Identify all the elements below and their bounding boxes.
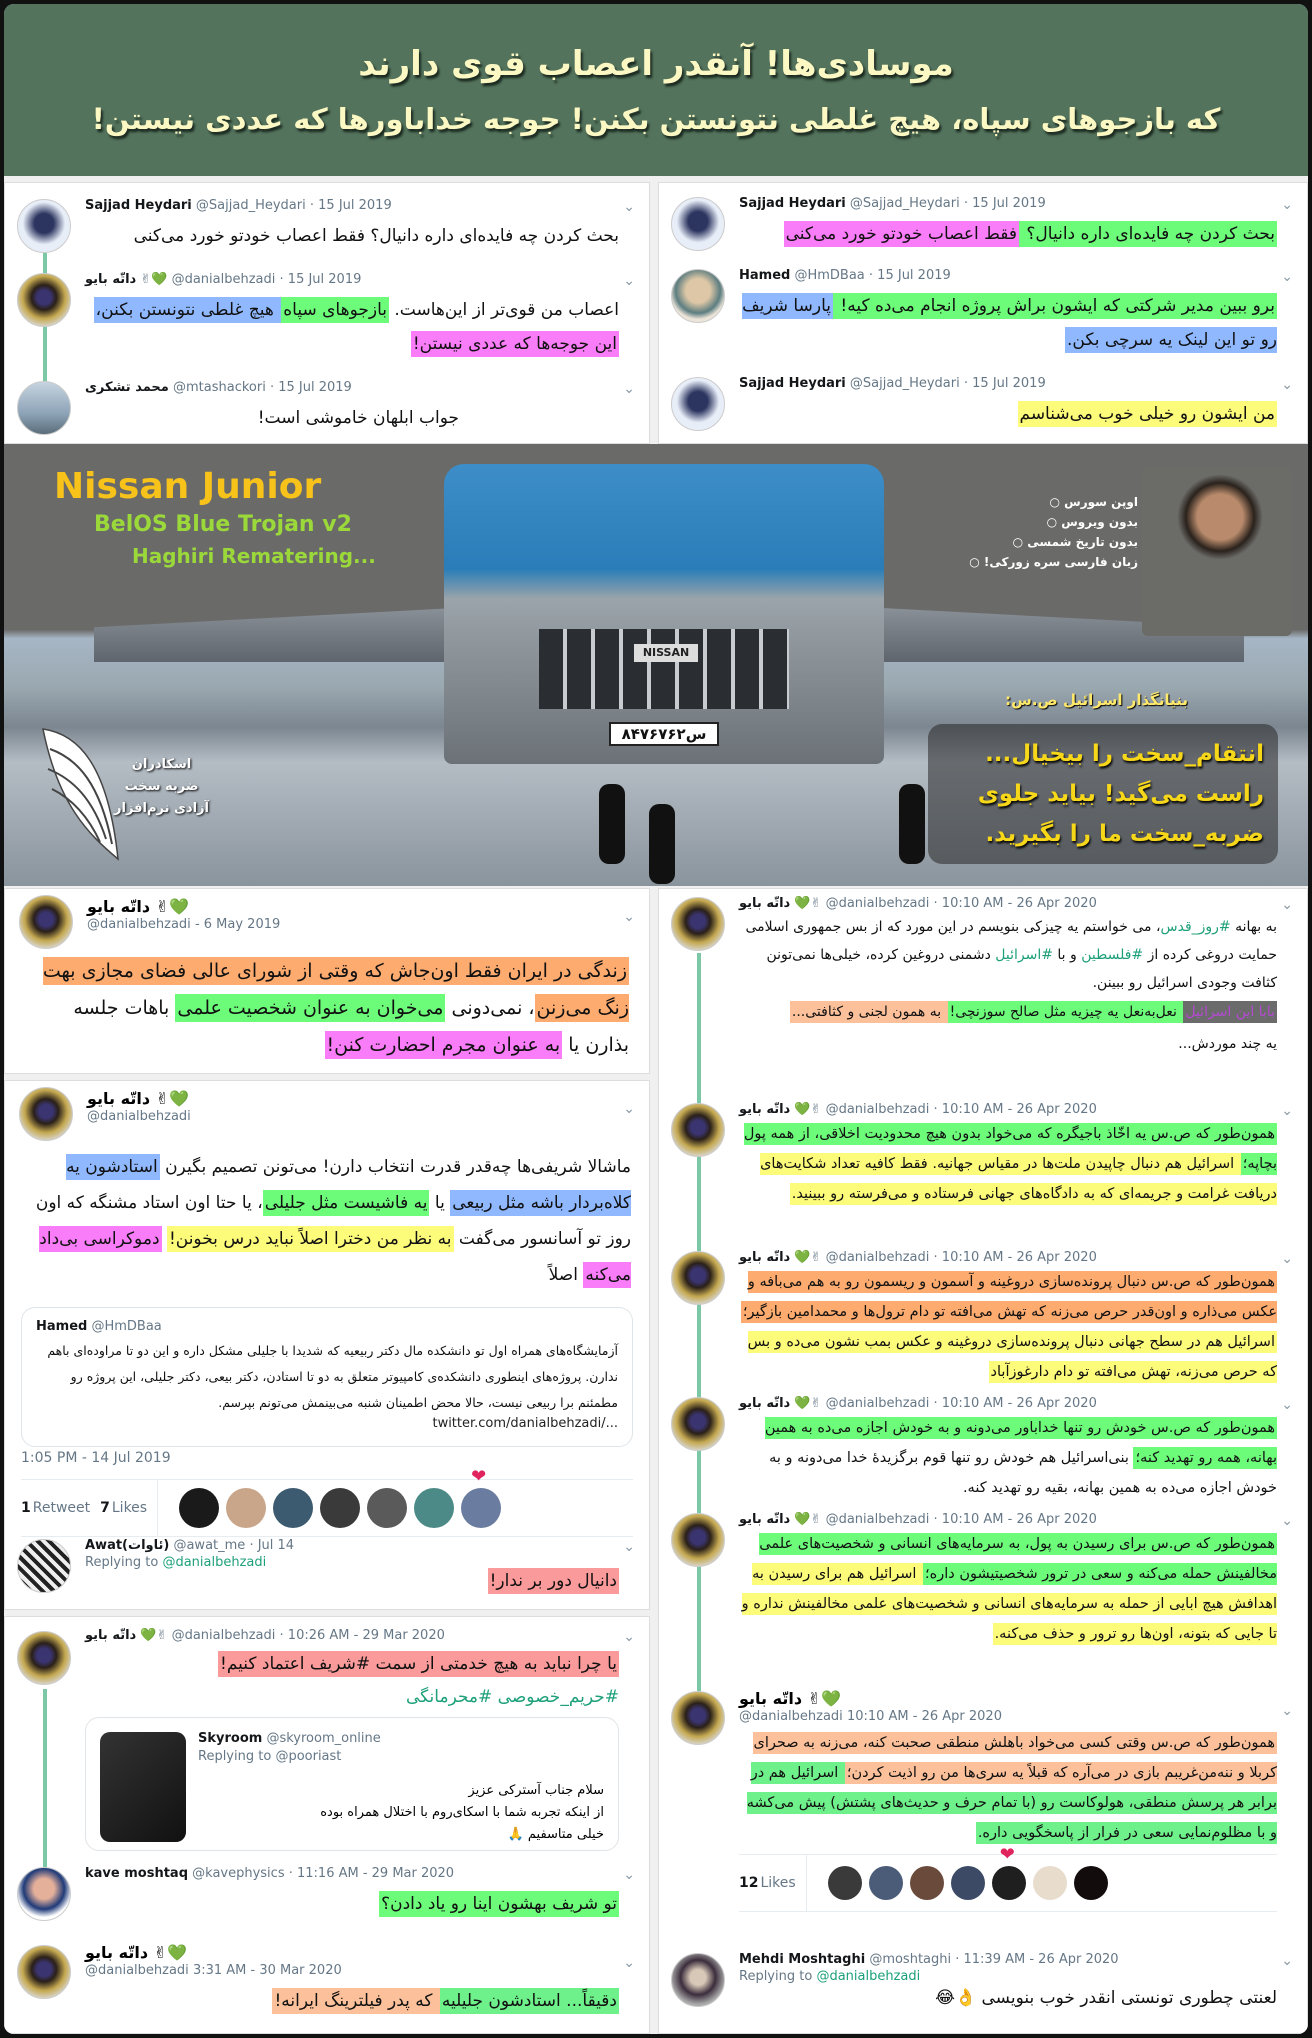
author-name[interactable]: داتّه بایو	[739, 1250, 791, 1265]
avatar[interactable]	[671, 1397, 725, 1451]
tweet-card-main[interactable]	[4, 1080, 650, 1610]
author-handle[interactable]: @danialbehzadi	[87, 1109, 191, 1124]
author-name[interactable]: داتّه بایو	[739, 1102, 791, 1117]
feature-item: بدون تاریخ شمسی ○	[1012, 535, 1138, 549]
emoji-badge: 💚✌	[794, 1102, 822, 1117]
highlight-yellow: به نظر من دخترا اصلاً نباید درس بخونن!	[167, 1226, 454, 1252]
engagement-row	[21, 1466, 633, 1537]
chevron-down-icon[interactable]: ⌄	[1281, 269, 1293, 285]
hashtags[interactable]: #حریم_خصوصی #محرمانگی	[406, 1687, 619, 1707]
tweet-date: · 11:16 AM - 29 Mar 2020	[288, 1866, 455, 1881]
engagement-counts[interactable]: 1 Retweet 7 Likes	[21, 1480, 158, 1536]
highlight-green: می‌خوان به عنوان شخصیت علمی	[175, 994, 445, 1022]
tweet-date: · 15 Jul 2019	[279, 272, 362, 287]
tweet-body: به بهانه #روز_قدس، می خواستم یه چیزکی بنویسم در این مورد که از بس جمهوری اسلامی حمایت دروغی کرده از #فلسطین و با #اسرائیل دشمنی دروغین کرده، خیلی‌ها نمی‌تونن کثافت وجودی اسرائیل رو ببینن.	[745, 919, 1277, 991]
tweet-body	[739, 1119, 1277, 1209]
heart-icon: ❤	[471, 1466, 487, 1487]
chevron-down-icon[interactable]: ⌄	[623, 1101, 635, 1117]
liker-avatar[interactable]	[461, 1466, 501, 1528]
tweet-body	[739, 1267, 1277, 1387]
chevron-down-icon[interactable]: ⌄	[623, 909, 635, 925]
heart-icon: ❤	[999, 1844, 1015, 1865]
highlight-gray: بابا این اسرائیل	[1183, 1001, 1277, 1023]
avatar[interactable]	[17, 273, 71, 327]
avatar[interactable]	[17, 381, 71, 435]
tweet-date: · Jul 14	[249, 1538, 295, 1553]
avatar[interactable]	[17, 1539, 71, 1593]
tweet-header	[85, 1943, 619, 1962]
quoted-image[interactable]	[100, 1732, 186, 1842]
tweet-body	[739, 1529, 1277, 1649]
founder-label: بنیانگذار اسرائیل ص.س:	[1005, 691, 1188, 709]
author-handle[interactable]: @Sajjad_Heydari	[849, 376, 960, 391]
tweet-meta	[85, 197, 619, 215]
chevron-down-icon[interactable]: ⌄	[1281, 1513, 1293, 1529]
slogan-line: انتقام_سخت را بیخیال...	[985, 741, 1264, 767]
liker-avatar[interactable]	[367, 1488, 407, 1528]
highlight-pink: فقط اعصاب خودتو خورد می‌کنی	[784, 221, 1019, 247]
author-name[interactable]: محمد تشکری	[85, 380, 169, 395]
chevron-down-icon[interactable]: ⌄	[623, 199, 635, 215]
replying-to: Replying to @danialbehzadi	[739, 1969, 921, 1984]
wheel	[599, 784, 625, 864]
tweet[interactable]	[5, 197, 649, 253]
tweet-date: · 15 Jul 2019	[868, 268, 951, 283]
chevron-down-icon[interactable]: ⌄	[1281, 897, 1293, 913]
highlight-green: همون‌طور که ص.س یه اخّاذ باجیگره که می‌خواد بدون هیچ محدودیت اخلاقی، از همه پول بچاپه؛	[744, 1123, 1277, 1175]
highlight-red: یا چرا نباید به هیچ خدمتی از سمت #شریف اعتماد کنیم!	[218, 1651, 619, 1677]
highlight-yellow: اسرائیل هم دنبال چاپیدن ملت‌ها در مقیاس جهانیه. فقط کافیه تعداد شکایت‌های دریافت غرامت و جریمه‌ای که به دادگاه‌های جهانی فرستاده و می‌فرسته رو ببینید.	[760, 1153, 1277, 1205]
tweet-meta	[85, 271, 619, 289]
wheel	[649, 804, 675, 884]
liker-avatar[interactable]	[1074, 1866, 1108, 1900]
tweet-date: 10:10 AM - 26 Apr 2020	[846, 1709, 1002, 1724]
tweet[interactable]	[659, 1101, 1307, 1209]
author-handle[interactable]: @mtashackori	[172, 380, 266, 395]
banner-subtitle-1: BelOS Blue Trojan v2	[94, 512, 352, 537]
author-handle[interactable]: @Sajjad_Heydari	[849, 196, 960, 211]
tweet[interactable]	[5, 1627, 649, 1851]
meme-banner-image	[4, 444, 1308, 886]
author-name[interactable]: Sajjad Heydari	[739, 376, 846, 391]
highlight-green: همون‌طور که ص.س برای رسیدن به پول، به سرمایه‌های انسانی و شخصیت‌های علمی مخالفینش حمله می‌کنه و سعی در ترور شخصیتیشون داره؛	[759, 1533, 1277, 1585]
avatar[interactable]	[671, 1513, 725, 1567]
tweet[interactable]	[659, 195, 1307, 251]
banner-subtitle-2: Haghiri Rematering...	[132, 544, 376, 568]
author-name[interactable]: داتّه بایو	[87, 1089, 151, 1108]
tweet-body: همون‌طور که ص.س خودش رو تنها خداباور می‌دونه و به خودش اجازه می‌ده به همین بهانه، همه رو تهدید کنه؛ بنی‌اسرائیل هم خودش رو تنها قوم برگزیدهٔ خدا می‌دونه و به خودش اجازه می‌ده به همین بهانه، بقیه رو تهدید کنه.	[739, 1413, 1277, 1503]
nissan-badge: NISSAN	[634, 644, 698, 662]
author-handle[interactable]: @danialbehzadi	[85, 1963, 189, 1978]
quoted-author-name[interactable]: Skyroom	[198, 1731, 263, 1746]
chevron-down-icon[interactable]: ⌄	[1281, 1103, 1293, 1119]
chevron-down-icon[interactable]: ⌄	[1281, 1397, 1293, 1413]
avatar[interactable]	[671, 269, 725, 323]
tweet-body: ماشالا شریفی‌ها چه‌قدر قدرت انتخاب دارن! می‌تونن تصمیم بگیرن استادشون یه کلاه‌بردار باشه مثل ربیعی یا یه فاشیست مثل جلیلی، یا حتا اون استاد مشنگه که اون روز تو آسانسور می‌گفت به نظر من دخترا اصلاً نباید درس بخونن! دموکراسی بی‌داد می‌کنه اصلاً	[23, 1149, 631, 1293]
replying-to: Replying to @danialbehzadi	[85, 1555, 267, 1570]
author-handle[interactable]: @HmDBaa	[794, 268, 865, 283]
text-segment: اعصاب من قوی‌تر از این‌هاست.	[389, 300, 619, 320]
avatar[interactable]	[671, 1103, 725, 1157]
hashtag[interactable]: #فلسطین	[1081, 947, 1144, 963]
top-right-thread	[658, 182, 1308, 444]
author-handle[interactable]: @danialbehzadi	[825, 896, 930, 911]
tweet-body	[85, 293, 619, 361]
author-handle[interactable]: @danialbehzadi	[825, 1396, 930, 1411]
highlight-green: تو شریف بهشون اینا رو یاد دادن؟	[379, 1891, 619, 1917]
quoted-author-handle[interactable]: @HmDBaa	[91, 1319, 162, 1334]
highlight-orange: همون‌طور که ص.س وقتی کسی می‌خواد باهلش منطقی صحبت کنه، می‌زنه به صحرای کربلا و ننه‌من‌غریبم بازی در می‌آره که قبلاً یه سری‌ها من رو اذیت کردن؛	[753, 1732, 1277, 1784]
tweet-date: · 15 Jul 2019	[963, 196, 1046, 211]
author-name[interactable]: داتّه بایو	[87, 897, 151, 916]
tweet-date: · 15 Jul 2019	[269, 380, 352, 395]
right-thread	[658, 888, 1308, 2034]
chevron-down-icon[interactable]: ⌄	[623, 1955, 635, 1971]
tweet-body: لعنتی چطوری تونستی انقدر خوب بنویسی 👌😂	[935, 1988, 1277, 2008]
tweet-body-continued	[739, 997, 1277, 1027]
license-plate: ۸۴س۷۶۷۶۲	[609, 722, 719, 746]
tweet-date: · 10:10 AM - 26 Apr 2020	[933, 1102, 1097, 1117]
author-handle[interactable]: @Sajjad_Heydari	[195, 198, 306, 213]
tweet-body	[739, 397, 1277, 431]
avatar[interactable]	[671, 1953, 725, 2007]
avatar[interactable]	[671, 1251, 725, 1305]
highlight-green: اسرائیل هم در برابر هر پرسش منطقی، هولوکاست رو (با تمام حرف و حدیث‌های پشتش) پیش می‌کشه و با مظلوم‌نمایی سعی در فرار از پاسخگویی داره.	[747, 1762, 1277, 1844]
feature-item: بدون ویروس ○	[1046, 515, 1138, 529]
person-thumbs-up-photo	[1142, 466, 1292, 636]
emoji-badge: 💚✌	[153, 1943, 187, 1962]
highlight-red: دانیال دور بر ندار!	[488, 1568, 619, 1594]
slogan-line: راست می‌گید! بیاید جلوی	[977, 781, 1264, 807]
highlight-yellow: اسرائیل هم در سطح جهانی دنبال پرونده‌سازی دروغینه و عکس بمب نشون می‌ده و بس که حرص می‌زنه، تهش می‌افته تو دام دارغوزآباد	[748, 1331, 1277, 1383]
liker-avatar[interactable]	[828, 1866, 862, 1900]
highlight-pink: این جوجه‌ها که عددی نیستن!	[411, 331, 619, 357]
author-handle[interactable]: @danialbehzadi	[825, 1102, 930, 1117]
author-name[interactable]: kave moshtaq	[85, 1866, 188, 1881]
author-handle[interactable]: @kavephysics	[192, 1866, 285, 1881]
headline-banner	[4, 4, 1308, 176]
tweet[interactable]	[659, 1511, 1307, 1649]
tweet[interactable]	[5, 1943, 649, 2018]
tweet[interactable]	[659, 1689, 1307, 1912]
tweet-date: · 15 Jul 2019	[309, 198, 392, 213]
author-name[interactable]: داتّه بایو	[739, 1689, 803, 1708]
liker-avatar[interactable]	[226, 1488, 266, 1528]
author-handle[interactable]: @danialbehzadi	[171, 272, 276, 287]
author-name[interactable]: Mehdi Moshtaghi	[739, 1952, 866, 1967]
quoted-author-name[interactable]: Hamed	[36, 1319, 88, 1334]
emoji-badge: 💚✌	[155, 897, 189, 916]
feature-item: زبان فارسی سره زورکی! ○	[969, 555, 1138, 569]
highlight-green: یه فاشیست مثل جلیلی	[263, 1190, 430, 1216]
tweet-body: زندگی در ایران فقط اون‌جاش که وقتی از شورای عالی فضای مجازی بهت زنگ می‌زنن، نمی‌دونی می‌خوان به عنوان شخصیت علمی باهات جلسه بذارن یا به عنوان مجرم احضارت کنن!	[25, 953, 629, 1064]
highlight-green: همون‌طور که ص.س خودش رو تنها خداباور می‌دونه و به خودش اجازه می‌ده به همین بهانه، همه رو تهدید کنه؛	[765, 1417, 1277, 1469]
engagement-row	[739, 1844, 1277, 1912]
author-name[interactable]: داتّه بایو	[739, 896, 791, 911]
chevron-down-icon[interactable]: ⌄	[623, 273, 635, 289]
hashtag[interactable]: #روز_قدس	[1160, 919, 1231, 935]
hashtag[interactable]: #اسرائیل	[995, 947, 1053, 963]
headline-line-1: موسادی‌ها! آنقدر اعصاب قوی دارند	[358, 44, 954, 84]
tweet-date: · 10:26 AM - 29 Mar 2020	[279, 1628, 445, 1643]
tweet-card-may-2019[interactable]	[4, 888, 650, 1074]
reply-tweet[interactable]	[5, 1537, 649, 1598]
avatar[interactable]	[17, 1867, 71, 1921]
tweet[interactable]	[659, 267, 1307, 357]
tweet-tail: یه چند موردش...	[1178, 1036, 1277, 1052]
avatar[interactable]	[671, 197, 725, 251]
highlight-orange: که پدر فیلترینگ ایرانه!	[272, 1988, 439, 2014]
tweet-date: · 11:39 AM - 26 Apr 2020	[955, 1952, 1119, 1967]
quoted-tweet[interactable]: Skyroom @skyroom_online Replying to @pooriast سلام جناب آسترکی عزیز از اینکه تجربه شما با اسکای‌روم با اختلال همراه بوده خیلی متاسفیم 🙏	[85, 1717, 619, 1851]
highlight-yellow: اسرائیل هم برای رسیدن به اهدافش هیچ ابایی از حمله به سرمایه‌های انسانی و شخصیت‌های علمی مخالفینش نداره و تا جایی که بتونه، اون‌ها رو ترور و حذف می‌کنه.	[742, 1563, 1277, 1645]
emoji-badge: ✌💚	[140, 272, 168, 287]
truck-grille	[539, 629, 789, 709]
chevron-down-icon[interactable]: ⌄	[1281, 1251, 1293, 1267]
tweet-meta	[739, 195, 1277, 213]
tweet-date: · 10:10 AM - 26 Apr 2020	[933, 1512, 1097, 1527]
liker-avatar[interactable]	[1033, 1866, 1067, 1900]
author-name[interactable]: داتّه بایو	[739, 1396, 791, 1411]
avatar[interactable]	[671, 1691, 725, 1745]
author-name[interactable]: داتّه بایو	[85, 272, 137, 287]
chevron-down-icon[interactable]: ⌄	[1281, 197, 1293, 213]
liker-avatar[interactable]	[273, 1488, 313, 1528]
emoji-badge: 💚✌	[155, 1089, 189, 1108]
emoji-badge: 💚✌	[794, 896, 822, 911]
highlight-pink: دموکراسی بی‌داد می‌کنه	[39, 1226, 631, 1288]
author-handle[interactable]: @danialbehzadi	[739, 1709, 843, 1724]
emoji-badge: 💚✌	[794, 1396, 822, 1411]
highlight-pink: به عنوان مجرم احضارت کنن!	[325, 1031, 563, 1059]
tweet[interactable]	[659, 1249, 1307, 1387]
avatar[interactable]	[19, 1087, 73, 1141]
highlight-orange: به همون لجنی و کثافتی...	[790, 1001, 948, 1023]
chevron-down-icon[interactable]: ⌄	[1281, 377, 1293, 393]
tweet-date: - 6 May 2019	[194, 917, 281, 932]
avatar[interactable]	[19, 895, 73, 949]
chevron-down-icon[interactable]: ⌄	[623, 381, 635, 397]
tweet[interactable]	[659, 375, 1307, 431]
quoted-text: آزمایشگاه‌های همراه اول تو دانشکده مال دکتر ربیعیه که شدیدا با جلیلی مشکل داره و این دو تا مراوده‌ای باهم ندارن. پروژه‌های اینطوری دانشکده‌ی کامپیوتر متعلق به دو تا استادن، دکتر بیعی، دکتر جلیلی، این پروژه رو مطمئنم برا ربیعی نیست، حالا محض اطمینان شنبه می‌بینمش می‌تونم بپرسم.	[47, 1343, 618, 1410]
infographic-frame	[4, 4, 1308, 2034]
liker-avatar[interactable]	[951, 1866, 985, 1900]
tweet-header	[739, 1689, 1277, 1708]
squadron-logo-text: اسکادران ضربه سخت آزادی نرم‌افزار	[114, 757, 209, 816]
avatar[interactable]	[17, 199, 71, 253]
tweet-text: جواب ابلهان خاموشی است!	[257, 408, 459, 428]
tweet-body	[85, 219, 619, 253]
tweet-header	[87, 897, 280, 934]
avatar[interactable]	[671, 377, 725, 431]
highlight-green: بازجوهای سپاه	[281, 297, 389, 323]
headline-line-2: که بازجوهای سپاه، هیچ غلطی نتونستن بکنن! جوجه خداباورها که عددی نیستن!	[91, 102, 1221, 136]
tweet[interactable]	[5, 271, 649, 361]
liker-avatar[interactable]	[320, 1488, 360, 1528]
tweet-date: 3:31 AM - 30 Mar 2020	[192, 1963, 342, 1978]
tweet-header	[87, 1089, 191, 1126]
tweet-timestamp: 1:05 PM - 14 Jul 2019	[21, 1450, 171, 1466]
slogan-line: ضربه_سخت ما را بگیرید.	[985, 821, 1264, 847]
likers-avatars	[158, 1466, 501, 1528]
author-handle[interactable]: @danialbehzadi	[825, 1250, 930, 1265]
author-name[interactable]: داتّه بایو	[739, 1512, 791, 1527]
chevron-down-icon[interactable]: ⌄	[1281, 1703, 1293, 1719]
quoted-tweet[interactable]	[21, 1307, 633, 1447]
highlight-green: بحث کردن چه فایده‌ای داره دانیال؟	[1019, 221, 1277, 247]
author-name[interactable]: Awat(ئاوات)	[85, 1538, 170, 1553]
chevron-down-icon[interactable]: ⌄	[623, 1539, 635, 1555]
emoji-badge: 💚✌	[807, 1689, 841, 1708]
top-left-thread	[4, 182, 650, 444]
wheel	[899, 784, 925, 864]
highlight-blue: پارسا شریف رو تو این لینک یه سرچی بکن.	[742, 293, 1277, 353]
author-name[interactable]: Sajjad Heydari	[85, 198, 192, 213]
avatar[interactable]	[17, 1631, 71, 1685]
highlight-green: نعل‌به‌نعل یه چیزیه مثل صالح سوزنچی!	[948, 1001, 1184, 1023]
author-handle[interactable]: @danialbehzadi	[171, 1628, 276, 1643]
highlight-orange: زندگی در ایران فقط اون‌جاش که وقتی از شورای عالی فضای مجازی بهت زنگ می‌زنن	[43, 957, 629, 1022]
highlight-yellow: من ایشون رو خیلی خوب می‌شناسم	[1018, 401, 1278, 427]
tweet[interactable]	[659, 895, 1307, 1057]
highlight-orange: همون‌طور که ص.س دنبال پرونده‌سازی دروغینه و آسمون و ریسمون رو به هم می‌بافه و عکس می‌ذاره و اون‌قدر حرص می‌زنه که تهش می‌افته تو دام ترول‌ها و محمدامین بازگیر؛	[741, 1271, 1277, 1323]
author-handle[interactable]: @danialbehzadi	[87, 917, 191, 932]
tweet-body	[739, 1728, 1277, 1848]
author-handle[interactable]: @awat_me	[173, 1538, 246, 1553]
tweet-meta	[739, 375, 1277, 393]
tweet-body	[85, 1649, 619, 1679]
quoted-link[interactable]: twitter.com/danialbehzadi/...	[432, 1416, 618, 1431]
feature-item: اوپن سورس ○	[1049, 495, 1138, 509]
author-name[interactable]: داتّه بایو	[85, 1943, 149, 1962]
author-name[interactable]: Hamed	[739, 268, 791, 283]
quoted-text: سلام جناب آسترکی عزیز از اینکه تجربه شما با اسکای‌روم با اختلال همراه بوده خیلی متاسفیم 🙏	[320, 1783, 604, 1842]
highlight-green: برو ببین مدیر شرکتی که ایشون براش پروژه انجام می‌ده کیه!	[833, 293, 1277, 319]
tweet-date: · 15 Jul 2019	[963, 376, 1046, 391]
tweet-body	[85, 401, 459, 435]
tweet-body	[85, 1887, 619, 1921]
emoji-badge: 💚✌	[794, 1512, 822, 1527]
tweet-date: · 10:10 AM - 26 Apr 2020	[933, 1396, 1097, 1411]
highlight-blue: هیچ غلطی نتونستن بکنن،	[94, 297, 282, 323]
author-handle[interactable]: @danialbehzadi	[825, 1512, 930, 1527]
slogan-box	[928, 724, 1278, 864]
tweet-meta	[85, 379, 619, 397]
liker-avatar[interactable]	[179, 1488, 219, 1528]
liker-avatar[interactable]	[869, 1866, 903, 1900]
tweet[interactable]	[5, 1865, 649, 1921]
author-handle[interactable]: @moshtaghi	[869, 1952, 952, 1967]
author-name[interactable]: Sajjad Heydari	[739, 196, 846, 211]
banner-title: Nissan Junior	[54, 466, 322, 507]
highlight-green: دقیقاً... استادشون جلیلیه	[440, 1988, 619, 2014]
emoji-badge: 💚✌	[794, 1250, 822, 1265]
tweet-date: · 10:10 AM - 26 Apr 2020	[933, 896, 1097, 911]
tweet-body	[739, 289, 1277, 357]
tweet-body	[85, 1984, 619, 2018]
tweet-date: · 10:10 AM - 26 Apr 2020	[933, 1250, 1097, 1265]
chevron-down-icon[interactable]: ⌄	[1281, 1953, 1293, 1969]
chevron-down-icon[interactable]: ⌄	[623, 1629, 635, 1645]
emoji-badge: 💚✌	[140, 1628, 168, 1643]
avatar[interactable]	[17, 1945, 71, 1999]
liker-avatar[interactable]	[992, 1844, 1026, 1900]
highlight-blue: استادشون یه کلاه‌بردار باشه مثل ربیعی	[66, 1154, 631, 1216]
tweet-meta	[739, 267, 1277, 285]
liker-avatar[interactable]	[414, 1488, 454, 1528]
likers-avatars	[807, 1844, 1108, 1900]
tweet-text: بحث کردن چه فایده‌ای داره دانیال؟ فقط اعصاب خودتو خورد می‌کنی	[133, 226, 619, 246]
tweet[interactable]	[5, 379, 649, 435]
truck-shape	[444, 464, 884, 764]
author-name[interactable]: داتّه بایو	[85, 1628, 137, 1643]
skyroom-thread	[4, 1616, 650, 2034]
reply-tweet[interactable]	[659, 1951, 1307, 2012]
feature-list	[969, 492, 1138, 572]
quoted-author-handle[interactable]: @skyroom_online	[266, 1731, 381, 1746]
tweet-body	[739, 217, 1277, 251]
tweet[interactable]	[659, 1395, 1307, 1503]
chevron-down-icon[interactable]: ⌄	[623, 1867, 635, 1883]
avatar[interactable]	[671, 897, 725, 951]
likes-count[interactable]: 12 Likes	[739, 1855, 807, 1911]
liker-avatar[interactable]	[910, 1866, 944, 1900]
